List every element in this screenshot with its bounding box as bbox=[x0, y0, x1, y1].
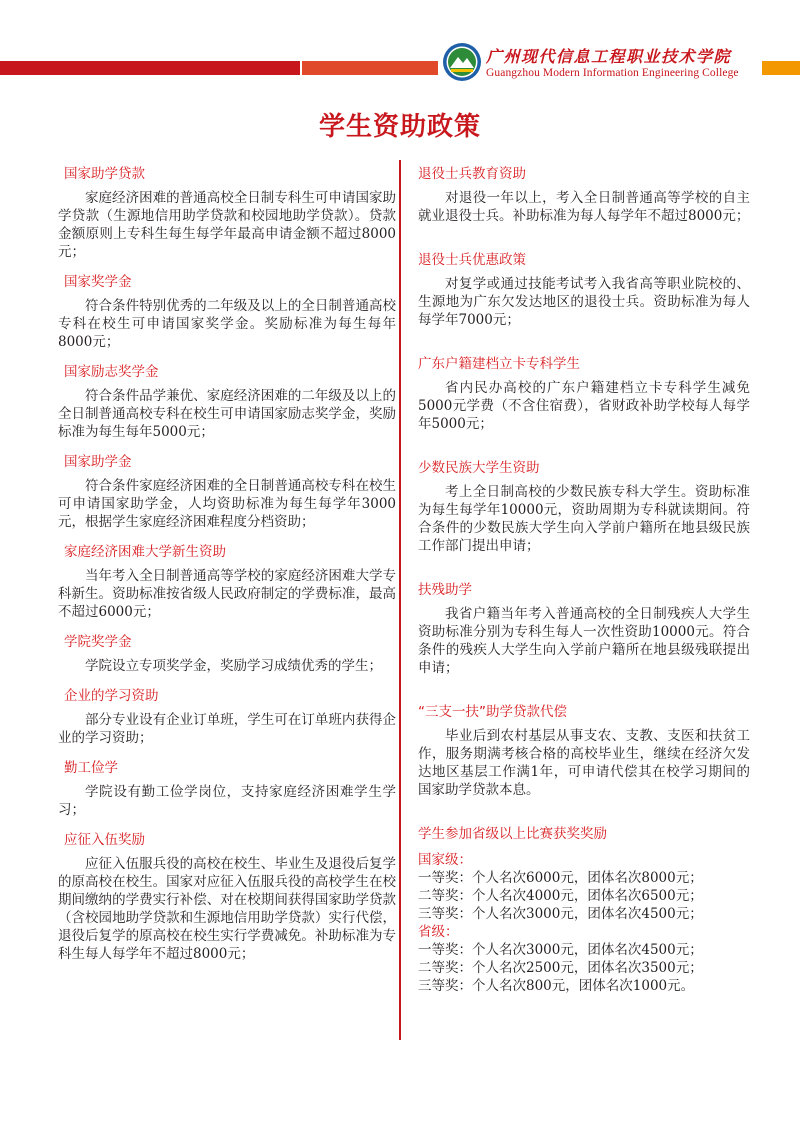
section-heading: 企业的学习资助 bbox=[64, 688, 159, 704]
section-body: 对退役一年以上，考入全日制普通高等学校的自主就业退役士兵。补助标准为每人每学年不超过8000元； bbox=[418, 190, 750, 224]
section-body: 毕业后到农村基层从事支农、支教、支医和扶贫工作，服务期满考核合格的高校毕业生，继续在经济欠发达地区基层工作满1年，可申请代偿其在校学习期间的国家助学贷款本息。 bbox=[418, 728, 750, 798]
policy-section bbox=[58, 543, 396, 621]
section-heading: “三支一扶”助学贷款代偿 bbox=[418, 704, 567, 720]
section-heading: 少数民族大学生资助 bbox=[418, 460, 540, 476]
section-heading: 家庭经济困难大学新生资助 bbox=[64, 544, 226, 560]
award-line: 二等奖：个人名次2500元，团体名次3500元； bbox=[418, 960, 703, 976]
award-line: 一等奖：个人名次3000元，团体名次4500元； bbox=[418, 942, 703, 958]
policy-section bbox=[418, 355, 750, 433]
policy-section bbox=[58, 273, 396, 351]
policy-section bbox=[418, 703, 750, 799]
section-heading: 学院奖学金 bbox=[64, 634, 132, 650]
section-heading: 勤工俭学 bbox=[64, 760, 118, 776]
award-line: 一等奖：个人名次6000元，团体名次8000元； bbox=[418, 870, 703, 886]
section-body: 符合条件品学兼优、家庭经济困难的二年级及以上的全日制普通高校专科在校生可申请国家励志奖学金，奖励标准为每生每年5000元； bbox=[58, 388, 396, 440]
header-orange-bar bbox=[762, 61, 800, 75]
section-heading: 应征入伍奖励 bbox=[64, 832, 145, 848]
section-body: 家庭经济困难的普通高校全日制专科生可申请国家助学贷款（生源地信用助学贷款和校园地助学贷款）。贷款金额原则上专科生每生每学年最高申请金额不超过8000元； bbox=[58, 190, 396, 260]
awards-list bbox=[418, 851, 750, 995]
policy-section bbox=[418, 459, 750, 555]
policy-section bbox=[58, 687, 396, 747]
section-body: 学院设立专项奖学金，奖励学习成绩优秀的学生； bbox=[85, 658, 382, 674]
college-name-cn: 广州现代信息工程职业技术学院 bbox=[486, 47, 732, 66]
policy-section bbox=[58, 165, 396, 261]
provincial-level-label: 省级： bbox=[418, 924, 459, 940]
section-body: 部分专业设有企业订单班，学生可在订单班内获得企业的学习资助； bbox=[58, 712, 396, 746]
section-body: 符合条件家庭经济困难的全日制普通高校专科在校生可申请国家助学金，人均资助标准为每生每学年3000元，根据学生家庭经济困难程度分档资助； bbox=[58, 478, 396, 530]
section-body: 对复学或通过技能考试考入我省高等职业院校的、生源地为广东欠发达地区的退役士兵。资助标准为每人每学年7000元； bbox=[418, 276, 750, 328]
section-body: 我省户籍当年考入普通高校的全日制残疾人大学生资助标准分别为专科生每人一次性资助10000元。符合条件的残疾人大学生向入学前户籍所在地县级残联提出申请； bbox=[418, 606, 750, 676]
section-heading: 扶残助学 bbox=[418, 582, 472, 598]
competition-awards-section bbox=[418, 825, 750, 995]
column-divider bbox=[399, 160, 401, 1040]
award-line: 三等奖：个人名次800元，团体名次1000元。 bbox=[418, 978, 695, 994]
section-body: 考上全日制高校的少数民族专科大学生。资助标准为每生每学年10000元，资助周期为专科就读期间。符合条件的少数民族大学生向入学前户籍所在地县级民族工作部门提出申请； bbox=[418, 484, 750, 554]
section-heading: 国家助学金 bbox=[64, 454, 132, 470]
section-body: 学院设有勤工俭学岗位，支持家庭经济困难学生学习； bbox=[58, 784, 396, 818]
policy-section bbox=[58, 453, 396, 531]
header-red-bar bbox=[0, 61, 300, 75]
policy-section bbox=[58, 831, 396, 963]
policy-section bbox=[58, 759, 396, 819]
college-name-en: Guangzhou Modern Information Engineering College bbox=[486, 67, 739, 79]
section-heading: 国家励志奖学金 bbox=[64, 364, 159, 380]
page-title: 学生资助政策 bbox=[318, 112, 481, 142]
policy-section bbox=[58, 633, 396, 675]
award-line: 二等奖：个人名次4000元，团体名次6500元； bbox=[418, 888, 703, 904]
section-heading: 学生参加省级以上比赛获奖奖励 bbox=[418, 826, 607, 842]
policy-section bbox=[58, 363, 396, 441]
right-column bbox=[418, 165, 750, 1021]
national-level-label: 国家级： bbox=[418, 852, 472, 868]
section-heading: 退役士兵优惠政策 bbox=[418, 252, 526, 268]
section-body: 符合条件特别优秀的二年级及以上的全日制普通高校专科在校生可申请国家奖学金。奖励标准为每生每年8000元； bbox=[58, 298, 396, 350]
section-heading: 国家助学贷款 bbox=[64, 166, 145, 182]
section-heading: 广东户籍建档立卡专科学生 bbox=[418, 356, 580, 372]
section-heading: 国家奖学金 bbox=[64, 274, 132, 290]
policy-section bbox=[418, 251, 750, 329]
left-column bbox=[58, 165, 396, 975]
award-line: 三等奖：个人名次3000元，团体名次4500元； bbox=[418, 906, 703, 922]
section-body: 应征入伍服兵役的高校在校生、毕业生及退役后复学的原高校在校生。国家对应征入伍服兵役的高校学生在校期间缴纳的学费实行补偿、对在校期间获得国家助学贷款（含校园地助学贷款和生源地信用助学贷款）实行代偿，退役后复学的原高校在校生实行学费减免。补助标准为专科生每人每学年不超过8000元； bbox=[58, 856, 396, 962]
policy-section bbox=[418, 165, 750, 225]
college-logo-icon bbox=[442, 42, 482, 82]
header-orange-red-bar bbox=[302, 61, 438, 75]
section-heading: 退役士兵教育资助 bbox=[418, 166, 526, 182]
section-body: 省内民办高校的广东户籍建档立卡专科学生减免5000元学费（不含住宿费），省财政补助学校每人每学年5000元； bbox=[418, 380, 750, 432]
section-body: 当年考入全日制普通高等学校的家庭经济困难大学专科新生。资助标准按省级人民政府制定的学费标准，最高不超过6000元； bbox=[58, 568, 396, 620]
policy-section bbox=[418, 581, 750, 677]
